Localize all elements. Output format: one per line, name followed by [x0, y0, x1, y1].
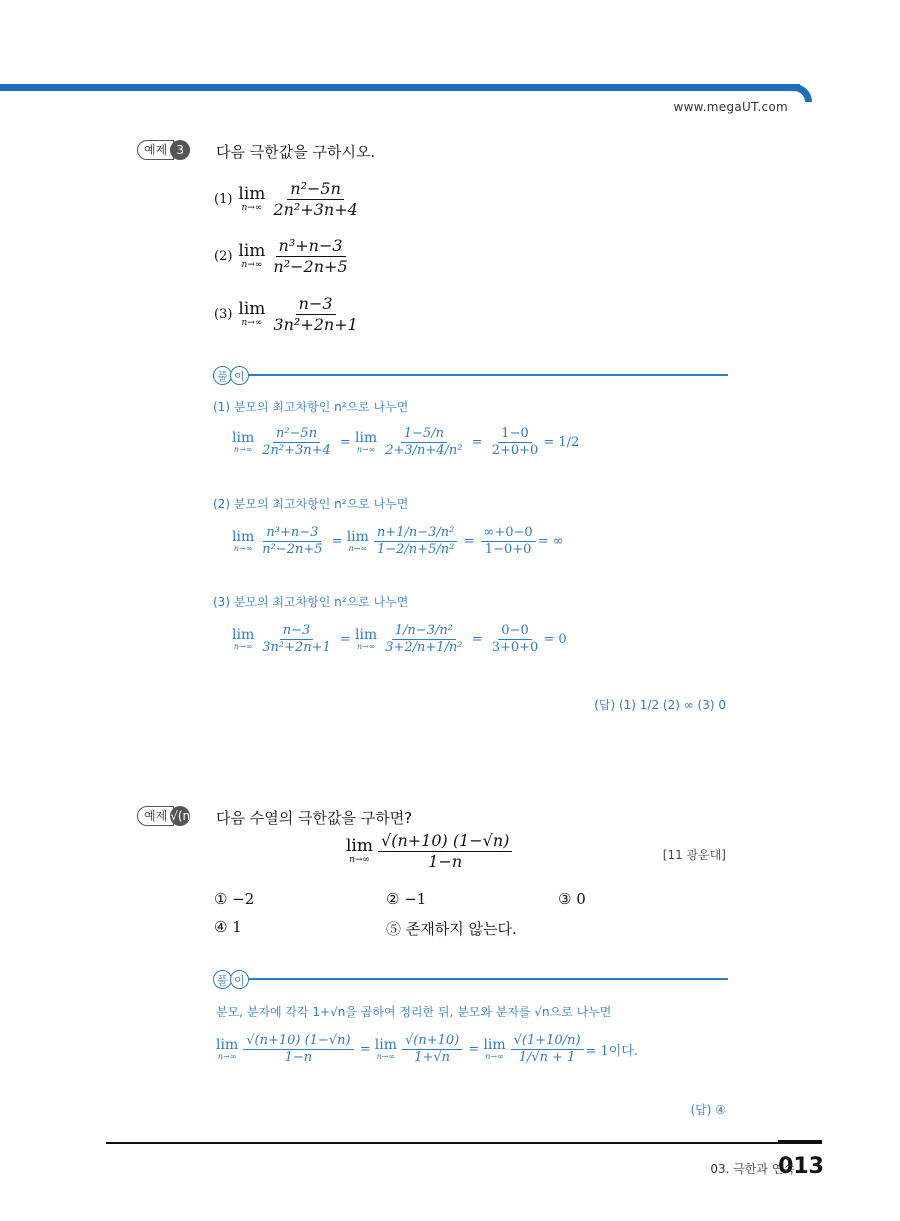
footer-rule-accent: [778, 1140, 822, 1144]
solution-text: 분모, 분자에 각각 1+√n을 곱하여 정리한 뒤, 분모와 분자를 √n으로 나누면: [216, 1005, 612, 1019]
solution-divider: [230, 978, 728, 980]
answer: (답) (1) 1/2 (2) ∞ (3) 0: [594, 698, 726, 712]
solution-equation: lim n→∞ $\frac{\text{n²−5n}}{\text{2n²+3n+4}}$ = lim n→∞ $\frac{1-5/n}{\text{2+3/n+4/n²}}$ = $\frac{1-0}{2+0+0}$ = 1/2: [232, 426, 580, 459]
solution-badge: 풀 이: [213, 366, 247, 385]
example-number: 3: [170, 140, 190, 160]
example-label: 예제: [137, 806, 174, 826]
choice: ① −2: [214, 890, 255, 908]
solution-step-label: (3) 분모의 최고차항인 n²으로 나누면: [213, 595, 409, 609]
choice: ② −1: [386, 890, 427, 908]
chapter-title: 03. 극한과 연속: [710, 1162, 795, 1176]
problem-item: (3) lim n→∞ $\frac{n-3}{\text{3n²+2n+1}}$: [214, 294, 358, 334]
example-badge: [137, 140, 190, 160]
solution-divider: [230, 374, 728, 376]
solution-step-label: (2) 분모의 최고차항인 n²으로 나누면: [213, 497, 409, 511]
example-question: 다음 극한값을 구하시오.: [216, 143, 376, 161]
choice: ④ 1: [214, 918, 242, 936]
solution-step-label: (1) 분모의 최고차항인 n²으로 나누면: [213, 400, 409, 414]
choice: ③ 0: [558, 890, 586, 908]
example-label: 예제: [137, 140, 174, 160]
site-url: www.megaUT.com: [673, 100, 788, 114]
solution-equation: lim n→∞ $\frac{\text{n³+n−3}}{\text{n²−2n+5}}$ = lim n→∞ $\frac{\text{n+1/n−3/n²}}{\text{1−2/n+5/n²}}$ = $\frac{\infty+0-0}{1-0+0}$ = ∞: [232, 525, 564, 558]
answer: (답) ④: [690, 1103, 726, 1117]
footer-rule: [106, 1142, 822, 1144]
problem-source: [11 광운대]: [662, 848, 726, 862]
solution-equation: lim n→∞ $\frac{√(n+10) (1-√n)}{1-n}$ = lim n→∞ $\frac{√(n+10)}{1+√n}$ = lim n→∞ $\frac{√(1+10/n)}{1/√n + 1}$ = 1이다.: [216, 1033, 639, 1066]
solution-equation: lim n→∞ $\frac{n-3}{\text{3n²+2n+1}}$ = lim n→∞ $\frac{\text{1/n−3/n²}}{\text{3+2/n+1/n²}}$ = $\frac{0-0}{3+0+0}$ = 0: [232, 623, 567, 656]
solution-badge: 풀 이: [213, 970, 247, 989]
example-question: 다음 수열의 극한값을 구하면?: [216, 809, 413, 827]
header-bar: [0, 84, 800, 91]
choice: ⑤ 존재하지 않는다.: [386, 920, 517, 938]
problem-item: (2) lim n→∞ $\frac{\text{n³+n−3}}{\text{n²−2n+5}}$: [214, 236, 348, 276]
example-number: √(n+10) (1−√n): [170, 806, 190, 826]
page-number: 013: [778, 1154, 824, 1179]
header-bar-curve: [790, 84, 812, 102]
problem-item: (1) lim n→∞ $\frac{\text{n²−5n}}{\text{2n²+3n+4}}$: [214, 179, 358, 219]
example-badge: [137, 806, 221, 843]
problem-expression: lim n→∞ $\frac{√(n+10) (1-√n)}{1-n}$: [346, 832, 514, 870]
